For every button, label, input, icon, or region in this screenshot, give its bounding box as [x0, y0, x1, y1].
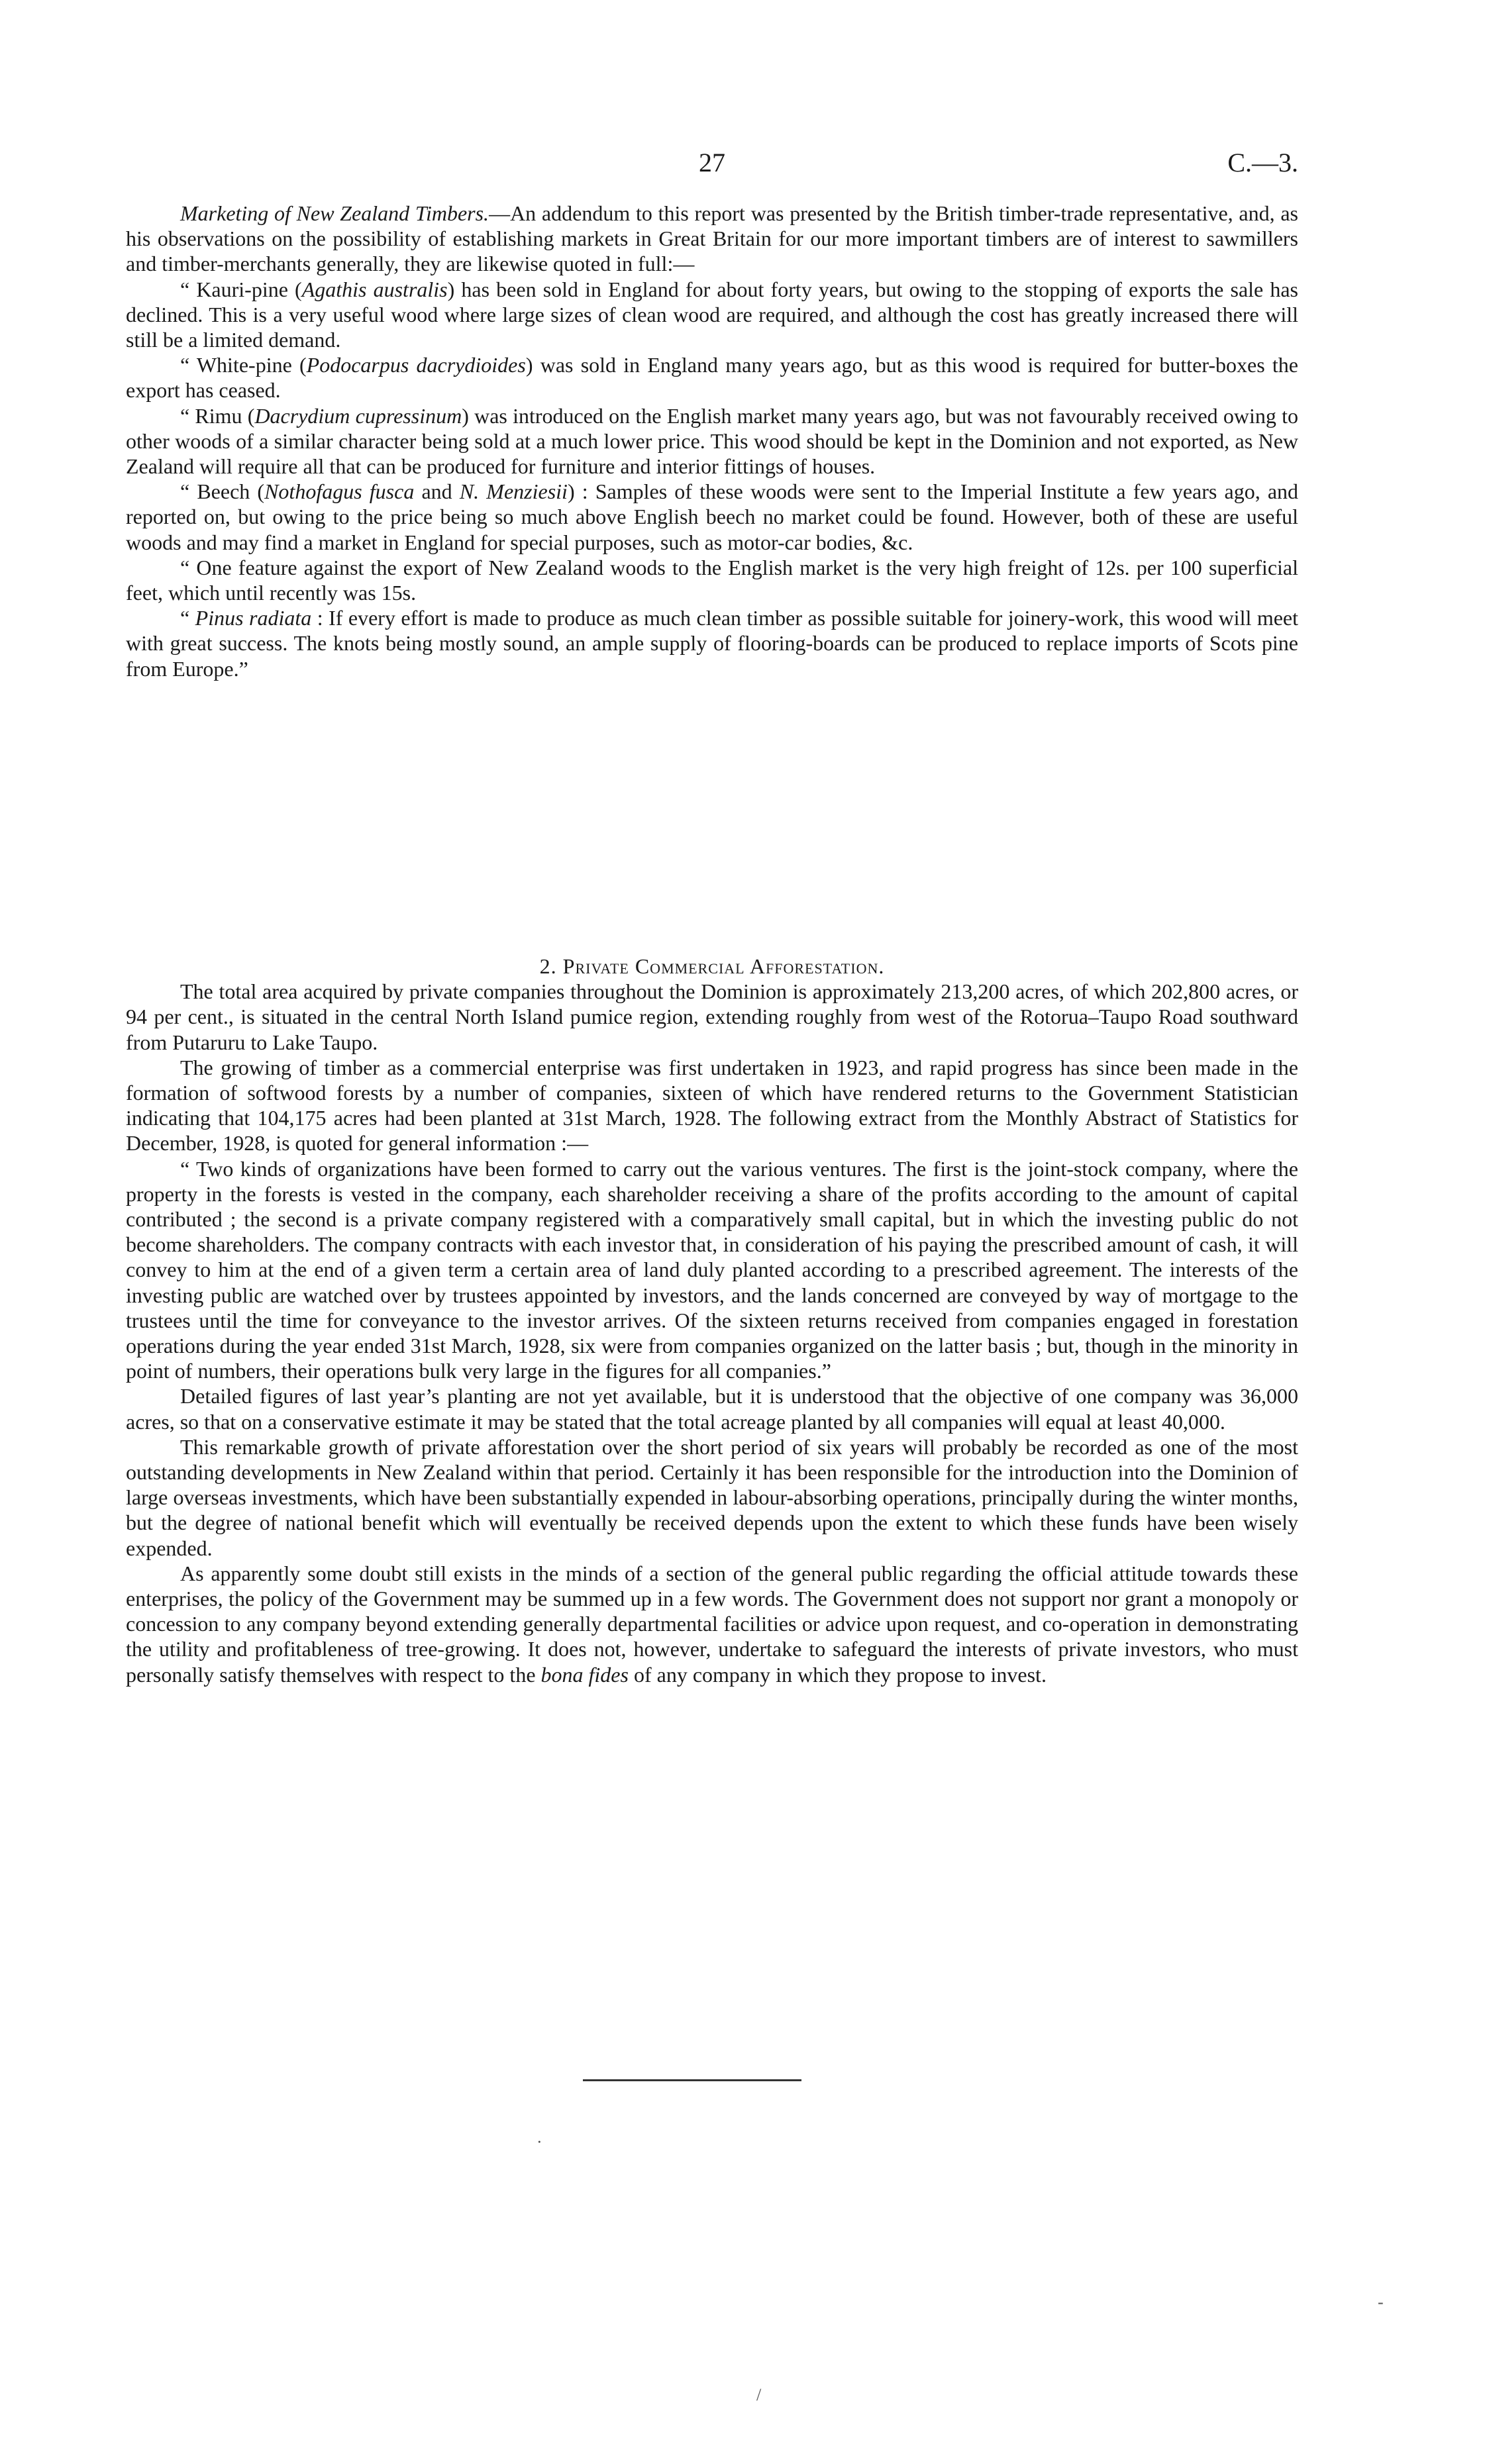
document-code: C.—3. [1227, 148, 1298, 177]
afforestation-paragraph-5: This remarkable growth of private afforestation over the short period of six years will probably be recorded as one of the most outstanding developments in New Zealand within that period. Certainly it has been responsible for the introduction into the Dominion of large overseas investments, which have been substantially expended in labour-absorbing operations, principally during the winter months, but the degree of national benefit which will eventually be received depends upon the extent to which these funds have been wisely expended. [126, 1434, 1298, 1560]
scan-mark: / [756, 2385, 762, 2404]
page-header [126, 147, 1298, 187]
kauri-paragraph [126, 277, 1298, 353]
scan-mark: · [537, 2132, 542, 2151]
marketing-intro-paragraph [126, 201, 1298, 277]
whitepine-text: ) was sold in England many years ago, but as this wood is required for butter-boxes the export has ceased. [126, 353, 1298, 403]
pinus-text: : If every effort is made to produce as much clean timber as possible suitable for joinery-work, this wood will meet with great success. The knots being mostly sound, an ample supply of flooring-boards can be produced to replace imports of Scots pine from Europe.” [126, 606, 1298, 681]
beech-species-2: N. Menziesii [459, 479, 568, 504]
section-heading: 2. Private Commercial Afforestation. [539, 954, 885, 978]
afforestation-section [126, 954, 1298, 1687]
beech-text: ) : Samples of these woods were sent to the Imperial Institute a few years ago, and reported on, but owing to the price being so much above English beech no market could be found. However, both of these are useful woods and may find a market in England for special purposes, such as motor-car bodies, &c. [126, 479, 1299, 554]
rimu-paragraph [126, 403, 1298, 479]
afforestation-paragraph-6 [126, 1561, 1298, 1687]
end-rule [583, 2079, 801, 2081]
afforestation-paragraph-2: The growing of timber as a commercial enterprise was first undertaken in 1923, and rapid progress has since been made in the formation of softwood forests by a number of companies, sixteen of which have rendered returns to the Government Statistician indicating that 104,175 acres had been planted at 31st March, 1928. The following extract from the Monthly Abstract of Statistics for December, 1928, is quoted for general information :— [126, 1055, 1298, 1156]
beech-open: “ Beech ( [180, 479, 265, 504]
rimu-text: ) was introduced on the English market many years ago, but was not favourably received owing to other woods of a similar character being sold at a much lower price. This wood should be kept in the Dominion and not exported, as New Zealand will require all that can be produced for furniture and interior fittings of houses. [126, 403, 1299, 479]
beech-species-1: Nothofagus fusca [264, 479, 415, 504]
pinus-species: Pinus radiata [195, 606, 312, 630]
whitepine-paragraph [126, 352, 1298, 403]
whitepine-species: Podocarpus dacrydioides [306, 353, 526, 377]
page-number: 27 [699, 148, 725, 177]
pinus-paragraph [126, 605, 1298, 681]
rimu-species: Dacrydium cupressinum [254, 403, 462, 428]
kauri-open: “ Kauri-pine ( [180, 277, 302, 301]
p6-start: As apparently some doubt still exists in the minds of a section of the general public regarding the official attitude towards these enterprises, the policy of the Government may be summed up in a few words. The Government does not support nor grant a monopoly or concession to any company beyond extending generally departmental facilities or advice upon request, and co-operation in demonstrating the utility and profitableness of tree-growing. It does not, however, undertake to safeguard the interests of private investors, who must personally satisfy themselves with respect to the [126, 1561, 1298, 1687]
afforestation-quote-paragraph: “ Two kinds of organizations have been formed to carry out the various ventures. The first is the joint-stock company, where the property in the forests is vested in the company, each shareholder receiving a share of the profits according to the amount of capital contributed ; the second is a private company registered with a comparatively small capital, but in which the investing public do not become shareholders. The company contracts with each investor that, in consideration of his paying the prescribed amount of cash, it will convey to him at the end of a given term a certain area of land duly planted according to a prescribed agreement. The interests of the investing public are watched over by trustees appointed by investors, and the lands concerned are conveyed by way of mortgage to the trustees until the time for conveyance to the investor arrives. Of the sixteen returns received from companies engaged in forestation operations during the year ended 31st March, 1928, six were from companies organized on the latter basis ; but, though in the minority in point of numbers, their operations bulk very large in the figures for all companies.” [126, 1156, 1298, 1383]
pinus-open: “ [180, 606, 195, 630]
afforestation-paragraph-1: The total area acquired by private companies throughout the Dominion is approximately 213,200 acres, of which 202,800 acres, or 94 per cent., is situated in the central North Island pumice region, extending roughly from west of the Rotorua–Taupo Road southward from Putaruru to Lake Taupo. [126, 979, 1298, 1054]
bona-fides: bona fides [540, 1662, 629, 1687]
kauri-species: Agathis australis [301, 277, 448, 301]
beech-paragraph [126, 479, 1298, 555]
kauri-text: ) has been sold in England for about forty years, but owing to the stopping of exports the sale has declined. This is a very useful wood where large sizes of clean wood are required, and although the cost has greatly increased there will still be a limited demand. [126, 277, 1299, 352]
p6-end: of any company in which they propose to invest. [628, 1662, 1047, 1687]
marketing-intro-text: —An addendum to this report was presented by the British timber-trade representative, and, as his observations on the possibility of establishing markets in Great Britain for our more important timbers are of interest to sawmillers and timber-merchants generally, they are likewise quoted in full:— [126, 201, 1299, 276]
rimu-open: “ Rimu ( [180, 403, 255, 428]
freight-paragraph: “ One feature against the export of New Zealand woods to the English market is the very high freight of 12s. per 100 superficial feet, which until recently was 15s. [126, 555, 1298, 605]
marketing-section [126, 201, 1298, 681]
scan-mark: - [1378, 2292, 1384, 2312]
beech-and: and [414, 479, 460, 504]
marketing-title: Marketing of New Zealand Timbers. [180, 201, 489, 225]
whitepine-open: “ White-pine ( [180, 353, 307, 377]
afforestation-paragraph-4: Detailed figures of last year’s planting are not yet available, but it is understood that the objective of one company was 36,000 acres, so that on a conservative estimate it may be stated that the total acreage planted by all companies will equal at least 40,000. [126, 1384, 1298, 1434]
